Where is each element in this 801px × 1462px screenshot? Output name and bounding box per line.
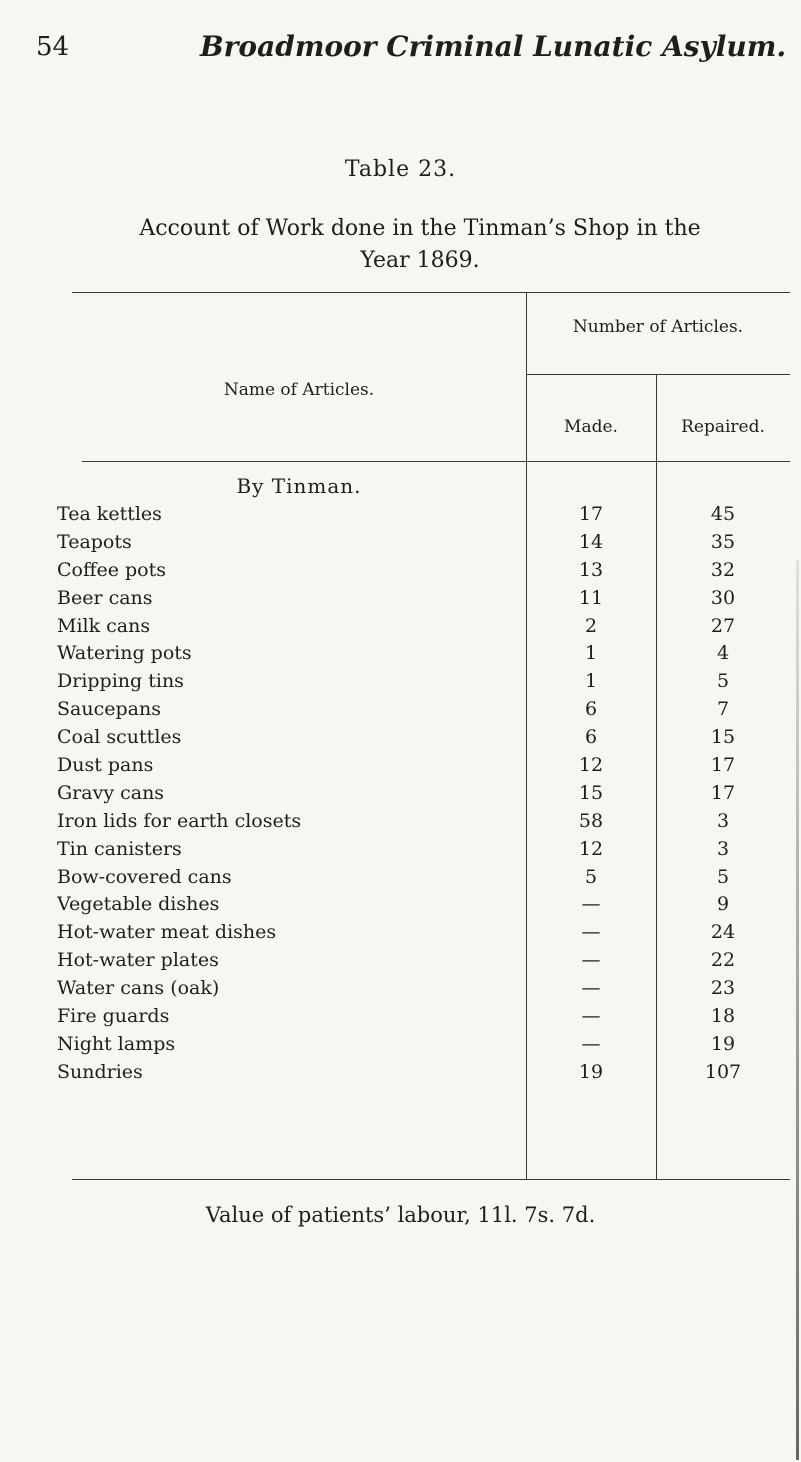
repaired-count: 3 xyxy=(716,837,730,860)
article-name: Hot-water meat dishes xyxy=(57,921,277,944)
table-row xyxy=(0,863,801,891)
table-row xyxy=(0,1002,801,1030)
made-count: — xyxy=(581,977,601,1000)
table-body xyxy=(0,500,801,1086)
table-row xyxy=(0,890,801,918)
made-count: 1 xyxy=(584,642,598,665)
repaired-count: 45 xyxy=(710,503,736,525)
article-name: Coffee pots xyxy=(57,558,166,581)
section-title: By Tinman. xyxy=(236,474,362,498)
made-count: 19 xyxy=(578,1060,604,1083)
article-name: Water cans (oak) xyxy=(57,977,220,1000)
repaired-count: 3 xyxy=(716,809,730,832)
article-name: Night lamps xyxy=(57,1032,176,1055)
made-count: 1 xyxy=(584,670,598,693)
repaired-count: 22 xyxy=(710,949,736,972)
article-name: Bow-covered cans xyxy=(57,865,232,888)
repaired-count: 15 xyxy=(710,726,736,749)
table-row xyxy=(0,1058,801,1086)
article-name: Beer cans xyxy=(57,586,153,609)
table-row xyxy=(0,556,801,584)
made-count: 2 xyxy=(584,614,598,637)
table-row xyxy=(0,584,801,612)
table-title: Table 23. xyxy=(344,157,457,182)
article-name: Gravy cans xyxy=(57,781,165,804)
page-number: 54 xyxy=(36,32,70,62)
repaired-count: 9 xyxy=(716,893,730,916)
article-name: Watering pots xyxy=(57,642,192,665)
table-row xyxy=(0,500,801,528)
made-count: 15 xyxy=(578,781,604,804)
repaired-count: 30 xyxy=(710,586,736,609)
made-count: 58 xyxy=(578,809,604,832)
made-count: — xyxy=(581,1032,601,1055)
table-caption xyxy=(40,213,800,277)
article-name: Coal scuttles xyxy=(57,726,182,749)
repaired-count: 32 xyxy=(710,558,736,581)
made-count: 13 xyxy=(578,558,604,581)
table-row xyxy=(0,723,801,751)
running-title: Broadmoor Criminal Lunatic Asylum. xyxy=(200,30,787,63)
repaired-count: 7 xyxy=(716,698,730,721)
table-row xyxy=(0,779,801,807)
article-name: Tea kettles xyxy=(57,503,162,525)
made-count: 12 xyxy=(578,754,604,777)
repaired-count: 18 xyxy=(710,1005,736,1028)
article-name: Dust pans xyxy=(57,754,154,777)
table-row xyxy=(0,639,801,667)
made-count: 17 xyxy=(578,503,604,525)
repaired-count: 4 xyxy=(716,642,730,665)
repaired-count: 17 xyxy=(710,754,736,777)
table-row xyxy=(0,807,801,835)
labour-value-note: Value of patients’ labour, 11l. 7s. 7d. xyxy=(205,1203,596,1227)
table-bottom-rule xyxy=(72,1179,790,1180)
repaired-count: 19 xyxy=(710,1032,736,1055)
repaired-count: 23 xyxy=(710,977,736,1000)
table-row xyxy=(0,667,801,695)
column-header-number-group: Number of Articles. xyxy=(572,317,744,337)
repaired-count: 24 xyxy=(710,921,736,944)
table-row xyxy=(0,528,801,556)
article-name: Fire guards xyxy=(57,1005,170,1028)
repaired-count: 5 xyxy=(716,670,730,693)
made-count: — xyxy=(581,949,601,972)
table-top-rule xyxy=(72,292,790,293)
table-row xyxy=(0,1030,801,1058)
article-name: Vegetable dishes xyxy=(57,893,220,916)
repaired-count: 35 xyxy=(710,530,736,553)
page-edge-shadow xyxy=(796,560,799,1460)
table-row xyxy=(0,946,801,974)
article-name: Teapots xyxy=(57,530,132,553)
article-name: Tin canisters xyxy=(57,837,182,860)
made-count: 6 xyxy=(584,698,598,721)
made-count: 6 xyxy=(584,726,598,749)
made-count: 5 xyxy=(584,865,598,888)
column-header-name: Name of Articles. xyxy=(223,380,375,400)
table-row xyxy=(0,974,801,1002)
table-row xyxy=(0,835,801,863)
table-row xyxy=(0,918,801,946)
column-header-repaired: Repaired. xyxy=(681,417,765,437)
repaired-count: 107 xyxy=(704,1060,742,1083)
article-name: Milk cans xyxy=(57,614,151,637)
header-bottom-rule xyxy=(82,461,790,462)
article-name: Saucepans xyxy=(57,698,161,721)
made-count: 12 xyxy=(578,837,604,860)
caption-line-1: Account of Work done in the Tinman’s Shop in the xyxy=(139,216,701,241)
subheader-rule xyxy=(526,374,790,375)
made-count: — xyxy=(581,893,601,916)
caption-line-2: Year 1869. xyxy=(360,248,480,273)
table-row xyxy=(0,695,801,723)
made-count: — xyxy=(581,921,601,944)
repaired-count: 27 xyxy=(710,614,736,637)
made-count: — xyxy=(581,1005,601,1028)
table-row xyxy=(0,751,801,779)
column-header-made: Made. xyxy=(564,417,618,437)
article-name: Sundries xyxy=(57,1060,143,1083)
repaired-count: 5 xyxy=(716,865,730,888)
table-row xyxy=(0,612,801,640)
article-name: Hot-water plates xyxy=(57,949,219,972)
article-name: Dripping tins xyxy=(57,670,184,693)
repaired-count: 17 xyxy=(710,781,736,804)
made-count: 14 xyxy=(578,530,604,553)
made-count: 11 xyxy=(578,586,604,609)
article-name: Iron lids for earth closets xyxy=(57,809,302,832)
